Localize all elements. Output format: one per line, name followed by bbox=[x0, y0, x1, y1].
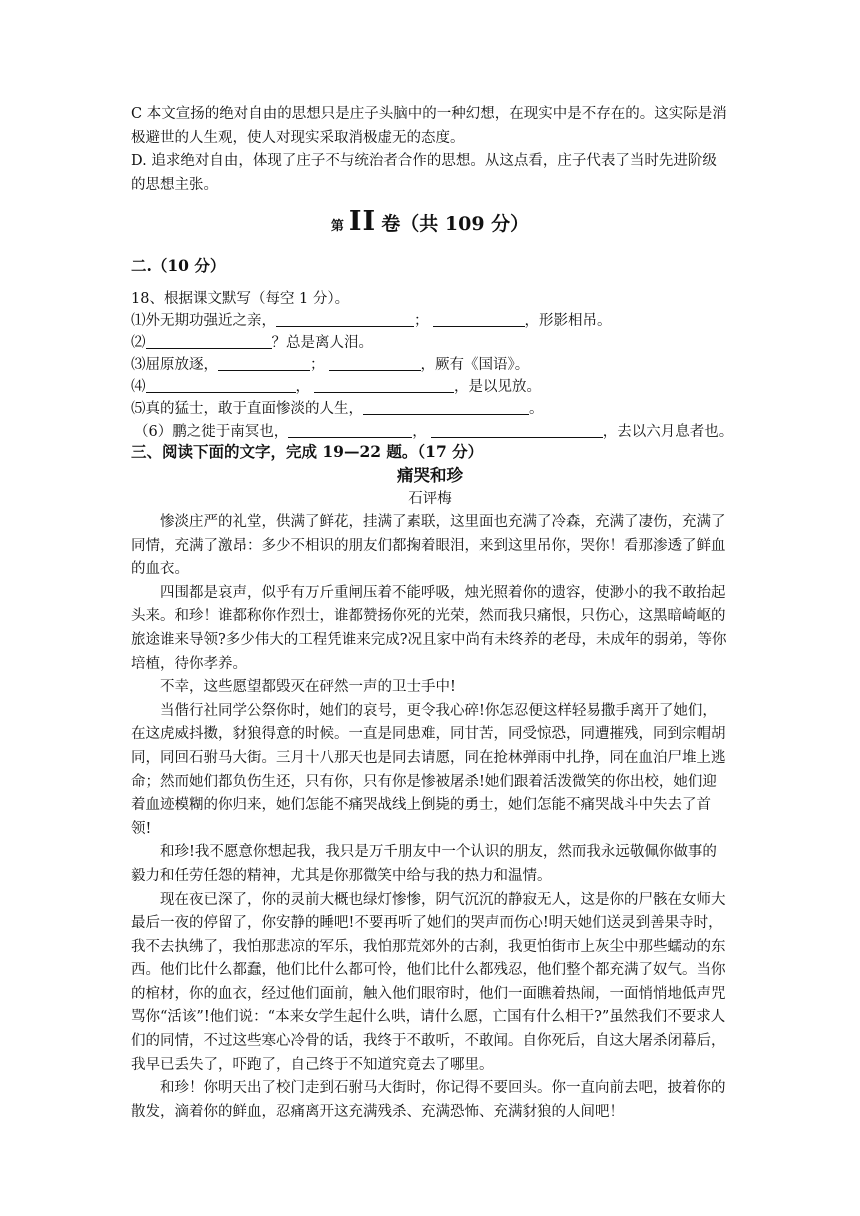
blank bbox=[363, 399, 529, 415]
question-18: 18、根据课文默写（每空 1 分）。 bbox=[131, 291, 350, 307]
fill-item-2: ⑵ ？总是离人泪。 bbox=[131, 335, 373, 351]
article-title: 痛哭和珍 bbox=[397, 466, 463, 485]
blank bbox=[288, 422, 412, 438]
blank bbox=[146, 333, 272, 349]
blank bbox=[433, 311, 525, 327]
volume-heading: 第 II 卷（共 109 分） bbox=[330, 206, 530, 237]
blank bbox=[276, 311, 414, 327]
article-paragraph: 和珍！你明天出了校门走到石驸马大街时，你记得不要回头。你一直向前去吧，披着你的散发，滴着你的鲜血，忍痛离开这充满残杀、充满恐怖、充满豺狼的人间吧！ bbox=[131, 1080, 726, 1120]
blank bbox=[218, 355, 310, 371]
blank bbox=[329, 355, 421, 371]
article-paragraph: 不幸，这些愿望都毁灭在砰然一声的卫士手中! bbox=[160, 679, 456, 696]
article-paragraph: 当偕行社同学公祭你时，她们的哀号，更令我心碎!你怎忍便这样轻易撒手离开了她们，在这虎威抖擞，豺狼得意的时候。一直是同患难，同甘苦，同受惊恐，同遭摧残，同到宗帽胡同，同回石驸马大街。三月十八那天也是同去请愿，同在抢林弹雨中扎挣，同在血泊尸堆上逃命；然而她们都负伤生还，只有你，只有你是惨被屠杀!她们跟着活泼微笑的你出校，她们迎着血迹模糊的你归来，她们怎能不痛哭战线上倒毙的勇士，她们怎能不痛哭战斗中失去了首领! bbox=[131, 702, 726, 837]
blank bbox=[146, 377, 296, 393]
fill-item-3: ⑶屈原放逐， ； ，厥有《国语》。 bbox=[131, 357, 530, 373]
article-paragraph: 和珍!我不愿意你想起我，我只是万千朋友中一个认识的朋友，然而我永远敬佩你做事的毅力和任劳任怨的精神，尤其是你那微笑中给与我的热力和温情。 bbox=[131, 844, 717, 884]
fill-item-6: （6）鹏之徙于南冥也， ， ，去以六月息者也。 bbox=[134, 424, 734, 440]
option-d: D. 追求绝对自由，体现了庄子不与统治者合作的思想。从这点看，庄子代表了当时先进阶级的思想主张。 bbox=[131, 153, 717, 193]
article-author: 石评梅 bbox=[408, 491, 452, 507]
article-body bbox=[131, 511, 729, 1124]
blank bbox=[314, 377, 454, 393]
section-3-heading: 三、阅读下面的文字，完成 19—22 题。（17 分） bbox=[131, 442, 484, 461]
fill-item-5: ⑸真的猛士，敢于直面惨淡的人生， 。 bbox=[131, 401, 544, 417]
article-paragraph: 惨淡庄严的礼堂，供满了鲜花，挂满了素联，这里面也充满了冷森，充满了凄伤，充满了同情，充满了激昂：多少不相识的朋友们都掬着眼泪，来到这里吊你，哭你！看那渗透了鲜血的血衣。 bbox=[131, 514, 726, 578]
article-paragraph: 现在夜已深了，你的灵前大概也绿灯惨惨，阴气沉沉的静寂无人，这是你的尸骸在女师大最后一夜的停留了，你安静的睡吧!不要再听了她们的哭声而伤心!明天她们送灵到善果寺时，我不去执绋了，我怕那悲凉的军乐，我怕那荒郊外的古刹，我更怕街市上灰尘中那些蠕动的东西。他们比什么都蠢，他们比什么都可怜，他们比什么都残忍，他们整个都充满了奴气。当你的棺材，你的血衣，经过他们面前，触入他们眼帘时，他们一面瞧着热闹，一面悄悄地低声咒骂你“活该”!他们说：“本来女学生起什么哄，请什么愿，亡国有什么相干?”虽然我们不要求人们的同情，不过这些寒心冷骨的话，我终于不敢听，不敢闻。自你死后，自这大屠杀闭幕后，我早已丢失了，吓跑了，自己终于不知道究竟去了哪里。 bbox=[131, 891, 726, 1073]
fill-item-1: ⑴外无期功强近之亲， ； ，形影相吊。 bbox=[131, 313, 612, 329]
fill-item-4: ⑷ ， ，是以见放。 bbox=[131, 379, 541, 395]
section-2-heading: 二.（10 分） bbox=[131, 256, 226, 275]
option-c: C 本文宣扬的绝对自由的思想只是庄子头脑中的一种幻想，在现实中是不存在的。这实际是消极避世的人生观，使人对现实采取消极虚无的态度。 bbox=[131, 106, 727, 146]
article-paragraph: 四围都是哀声，似乎有万斤重闸压着不能呼吸，烛光照着你的遗容，使渺小的我不敢抬起头来。和珍！谁都称你作烈士，谁都赞扬你死的光荣，然而我只痛恨，只伤心，这黑暗崎岖的旅途谁来导领?多少伟大的工程凭谁来完成?况且家中尚有未终养的老母，未成年的弱弟，等你培植，待你孝养。 bbox=[131, 584, 727, 672]
blank bbox=[431, 422, 603, 438]
